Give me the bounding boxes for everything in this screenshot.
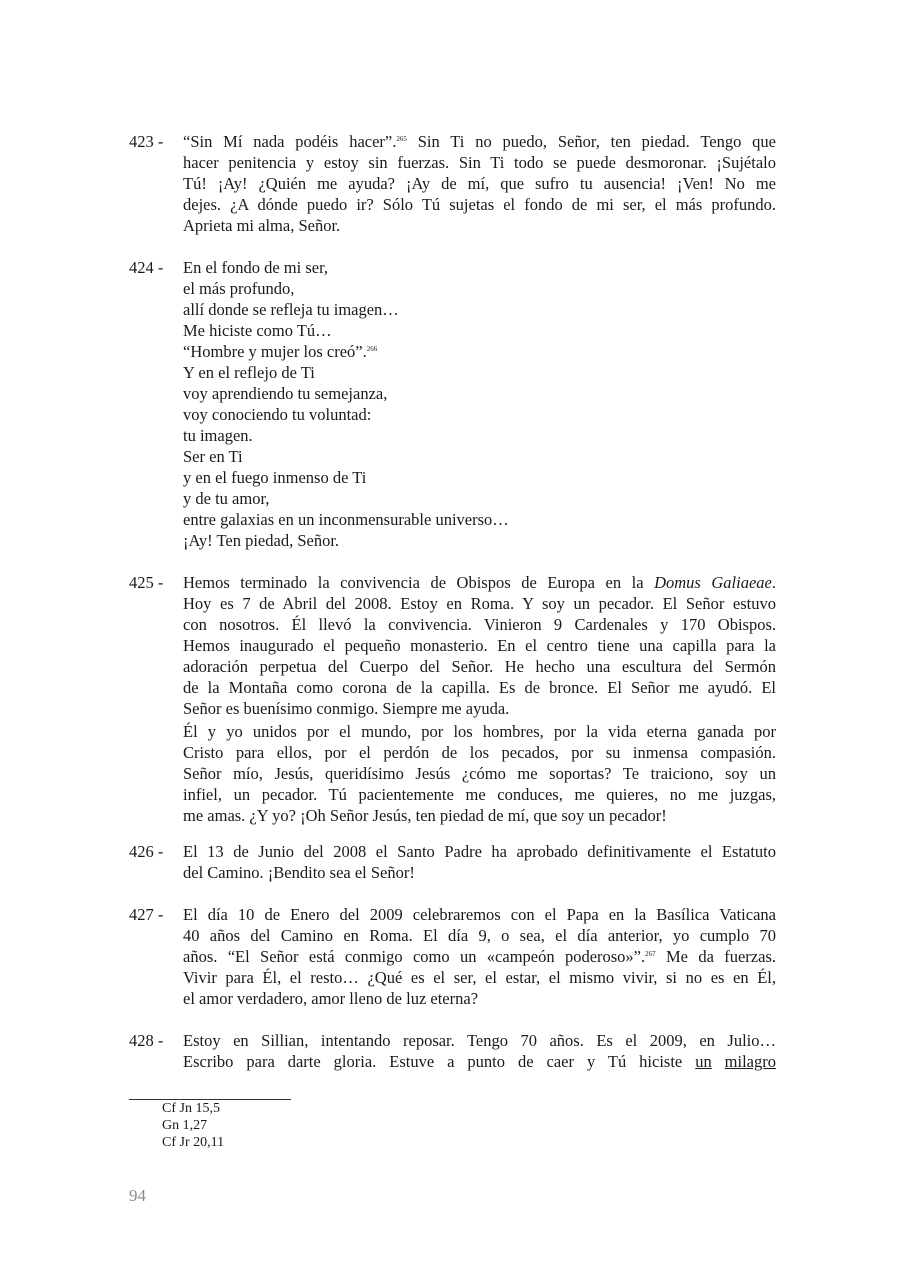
footnote-ref: 267 (645, 950, 656, 958)
text-line: ¡Ay! Ten piedad, Señor. (183, 531, 340, 550)
entry-number: 428 - (129, 1031, 164, 1050)
text-line: me amas. ¿Y yo? ¡Oh Señor Jesús, ten piedad de mí, que soy un pecador! (183, 806, 667, 825)
text-line: del Camino. ¡Bendito sea el Señor! (183, 863, 415, 882)
text-line: Él y yo unidos por el mundo, por los hombres, por la vida eterna ganada por (183, 722, 776, 741)
text-segment (712, 1052, 725, 1071)
footnote: Gn 1,27 (162, 1118, 208, 1133)
text-line: infiel, un pecador. Tú pacientemente me conduces, me quieres, no me juzgas, (183, 785, 776, 804)
text-line: con nosotros. Él llevó la convivencia. Vinieron 9 Cardenales y 170 Obispos. (183, 615, 776, 634)
text-line: tu imagen. (183, 426, 253, 445)
text-line: el más profundo, (183, 279, 295, 298)
text-segment: Me da fuerzas. (655, 947, 776, 966)
text-line: de la Montaña como corona de la capilla. Es de bronce. El Señor me ayudó. El (183, 678, 776, 697)
text-line: 40 años del Camino en Roma. El día 9, o sea, el día anterior, yo cumplo 70 (183, 926, 776, 945)
text-line: Hoy es 7 de Abril del 2008. Estoy en Roma. Y soy un pecador. El Señor estuvo (183, 594, 776, 613)
entry-number: 426 - (129, 842, 164, 861)
entry-number: 425 - (129, 573, 164, 592)
text-line: El 13 de Junio del 2008 el Santo Padre ha aprobado definitivamente el Estatuto (183, 842, 776, 861)
entry-428 (129, 1030, 776, 1072)
entry-number: 423 - (129, 132, 164, 151)
text-segment: “Sin Mí nada podéis hacer”. (183, 132, 397, 151)
footnote-ref: 266 (366, 345, 378, 353)
text-line: voy aprendiendo tu semejanza, (183, 384, 388, 403)
text-line: Vivir para Él, el resto… ¿Qué es el ser, el estar, el mismo vivir, si no es en Él, (183, 968, 776, 987)
text-segment: . (771, 573, 776, 592)
entry-427 (129, 904, 776, 1009)
footnote-ref: 265 (396, 135, 407, 143)
text-line (183, 572, 776, 593)
footnote: Cf Jn 15,5 (162, 1101, 220, 1116)
text-line: hacer penitencia y estoy sin fuerzas. Sin Ti todo se puede desmoronar. ¡Sujétalo (183, 153, 776, 172)
text-segment: milagro (724, 1052, 776, 1071)
entry-424 (129, 257, 776, 551)
text-line: Cristo para ellos, por el perdón de los pecados, por su inmensa compasión. (183, 743, 776, 762)
text-line: El día 10 de Enero del 2009 celebraremos con el Papa en la Basílica Vaticana (183, 905, 776, 924)
entry-423 (129, 131, 776, 236)
text-line: el amor verdadero, amor lleno de luz eterna? (183, 989, 479, 1008)
text-line: Tú! ¡Ay! ¿Quién me ayuda? ¡Ay de mí, que sufro tu ausencia! ¡Ven! No me (183, 174, 776, 193)
text-line: adoración perpetua del Cuerpo del Señor. He hecho una escultura del Sermón (183, 657, 776, 676)
text-line: En el fondo de mi ser, (183, 258, 329, 277)
text-segment: años. “El Señor está conmigo como un «campeón poderoso»”. (183, 947, 646, 966)
text-line: Y en el reflejo de Ti (183, 363, 315, 382)
entry-number: 427 - (129, 905, 164, 924)
entry-text (183, 841, 776, 883)
text-line: Señor mío, Jesús, queridísimo Jesús ¿cómo me soportas? Te traiciono, soy un (183, 764, 776, 783)
text-line (183, 1051, 776, 1072)
text-segment: un (695, 1052, 712, 1071)
text-line: y de tu amor, (183, 489, 270, 508)
text-line: entre galaxias en un inconmensurable universo… (183, 510, 509, 529)
entry-text (183, 131, 776, 236)
footnotes (162, 1100, 224, 1151)
entry-426 (129, 841, 776, 883)
text-line (183, 131, 776, 152)
footnote: Cf Jr 20,11 (162, 1135, 225, 1150)
text-segment: Sin Ti no puedo, Señor, ten piedad. Tengo que (406, 132, 776, 151)
text-segment: “Hombre y mujer los creó”. (183, 342, 367, 361)
text-line (183, 946, 776, 967)
entry-text (183, 1030, 776, 1072)
text-line (183, 341, 776, 362)
text-segment: Domus Galiaeae (654, 573, 772, 592)
text-line: Señor es buenísimo conmigo. Siempre me ayuda. (183, 699, 510, 718)
text-segment: Hemos terminado la convivencia de Obispos de Europa en la (183, 573, 655, 592)
entry-text (183, 904, 776, 1009)
text-line: Hemos inaugurado el pequeño monasterio. En el centro tiene una capilla para la (183, 636, 776, 655)
text-line: dejes. ¿A dónde puedo ir? Sólo Tú sujetas el fondo de mi ser, el más profundo. (183, 195, 776, 214)
text-line: Ser en Ti (183, 447, 243, 466)
text-line: y en el fuego inmenso de Ti (183, 468, 367, 487)
entry-text (183, 257, 776, 551)
text-line: voy conociendo tu voluntad: (183, 405, 372, 424)
text-segment: Escribo para darte gloria. Estuve a punto de caer y Tú hiciste (183, 1052, 696, 1071)
text-line: Estoy en Sillian, intentando reposar. Tengo 70 años. Es el 2009, en Julio… (183, 1031, 776, 1050)
text-line: Aprieta mi alma, Señor. (183, 216, 341, 235)
text-line: Me hiciste como Tú… (183, 321, 332, 340)
entry-425 (129, 572, 776, 826)
text-line: allí donde se refleja tu imagen… (183, 300, 399, 319)
entry-text (183, 572, 776, 826)
page-number: 94 (129, 1186, 146, 1205)
entry-number: 424 - (129, 258, 164, 277)
